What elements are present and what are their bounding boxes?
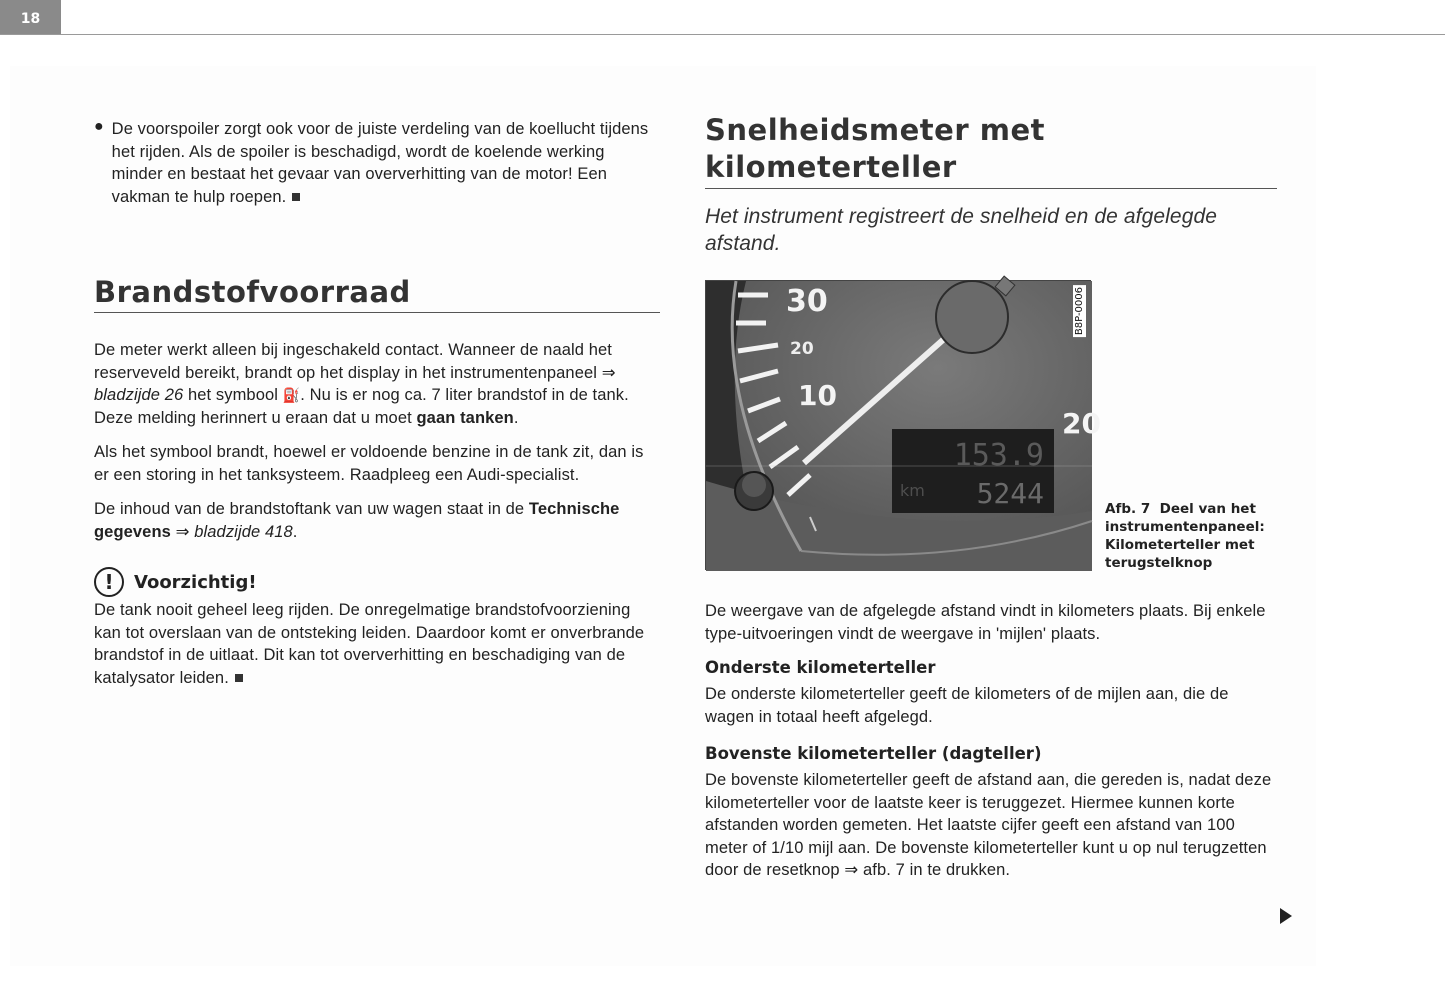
speedometer-illustration — [706, 281, 1101, 571]
end-mark-icon — [292, 193, 300, 201]
text: De tank nooit geheel leeg rijden. De onregelmatige brandstofvoorziening kan tot overslaan van de ontsteking leiden. Daardoor komt er onverbrande brandstof in de uitlaat. Dit kan tot oververhitting en beschadiging van de katalysator leiden. — [94, 601, 645, 687]
bold-text: gaan tanken — [416, 408, 514, 427]
intro-paragraph: De weergave van de afgelegde afstand vindt in kilometers plaats. Bij enkele type-uitvoeringen vindt de weergave in 'mijlen' plaats. — [705, 602, 1266, 643]
warning-text — [94, 599, 660, 689]
end-mark-icon — [235, 674, 243, 682]
bullet-icon: ● — [94, 118, 104, 135]
figure — [705, 280, 1277, 572]
continue-arrow-icon — [1280, 908, 1292, 924]
fuel-paragraph-2: Als het symbool brandt, hoewel er voldoende benzine in de tank zit, dan is er een storing in het tanksysteem. Raadpleeg een Audi-specialist. — [94, 443, 644, 484]
figure-ref-link[interactable]: afb. 7 — [863, 861, 905, 879]
bold-text: Technische gegevens — [94, 500, 620, 541]
bullet-text: De voorspoiler zorgt ook voor de juiste verdeling van de koellucht tijdens het rijden. Als de spoiler is beschadigd, wordt de koelende werking minder en bestaat het gevaar van oververhitting van de motor! Een vakman te hulp roepen. — [111, 120, 649, 206]
dial-number-20: 20 — [790, 339, 814, 359]
lead-text: Het instrument registreert de snelheid en de afgelegde afstand. — [705, 205, 1218, 255]
page-number: 18 — [0, 0, 61, 34]
text: De bovenste kilometerteller geeft de afstand aan, die gereden is, nadat deze kilometerteller voor de laatste keer is teruggezet. Hiermee kunnen korte afstanden worden gemeten. Het laatste cijfer geeft een afstand van 100 meter of 1/10 mijl aan. De bovenste kilometerteller kunt u op nul terugzetten door de resetknop — [705, 771, 1272, 879]
trip-odometer-text — [705, 769, 1277, 882]
text: . — [513, 408, 519, 427]
title-line: Snelheidsmeter met — [705, 113, 1045, 147]
section-title-speedometer — [705, 112, 1277, 186]
dial-number-right: 20 — [1062, 407, 1101, 440]
arrow-icon: ⇒ — [175, 522, 190, 541]
page-link[interactable]: bladzijde 26 — [94, 386, 184, 404]
text: het symbool — [183, 386, 283, 404]
text: . — [292, 522, 298, 541]
dial-number-30: 30 — [786, 284, 828, 319]
subheading-trip-odometer: Bovenste kilometerteller (dagteller) — [705, 744, 1042, 763]
unit-label: km — [900, 481, 925, 500]
title-line: kilometerteller — [705, 150, 957, 184]
fuel-paragraph-3 — [94, 498, 660, 543]
caption-label: Afb. 7 — [1105, 501, 1151, 517]
warning-title: Voorzichtig! — [134, 571, 257, 593]
lower-odometer-text: De onderste kilometerteller geeft de kilometers of de mijlen aan, die de wagen in totaal heeft afgelegd. — [705, 685, 1229, 726]
trip-odometer-value: 153.9 — [953, 438, 1044, 473]
caution-icon: ! — [94, 567, 124, 597]
dial-number-10: 10 — [798, 379, 837, 412]
figure-caption — [1105, 500, 1277, 572]
left-column — [94, 118, 660, 689]
total-odometer-value: 5244 — [976, 477, 1044, 510]
figure-code: B8P-0006 — [1074, 287, 1085, 336]
page-header-rule — [0, 0, 1445, 35]
text: De inhoud van de brandstoftank van uw wagen staat in de — [94, 500, 529, 518]
section-title-fuel: Brandstofvoorraad — [94, 275, 411, 309]
arrow-icon: ⇒ — [601, 363, 616, 382]
subheading-lower-odometer: Onderste kilometerteller — [705, 658, 936, 677]
text: in te drukken. — [904, 861, 1011, 879]
warning-heading — [94, 567, 660, 597]
text: De meter werkt alleen bij ingeschakeld contact. Wanneer de naald het reserveveld bereikt, brandt op het display in het instrumentenpaneel — [94, 341, 612, 382]
right-column — [705, 112, 1277, 882]
fuel-paragraph-1 — [94, 339, 660, 429]
caption-text: Deel van het instrumentenpaneel: Kilometerteller met terugstelknop — [1105, 501, 1265, 571]
text: . Nu is er nog ca. 7 liter brandstof in de tank. Deze melding herinnert u eraan dat u moet — [94, 386, 629, 427]
speedometer-photo — [705, 280, 1101, 570]
bullet-paragraph — [94, 118, 660, 208]
arrow-icon: ⇒ — [844, 861, 859, 879]
page-link[interactable]: bladzijde 418 — [194, 522, 293, 541]
fuel-symbol-icon: ⛽ — [282, 387, 301, 403]
